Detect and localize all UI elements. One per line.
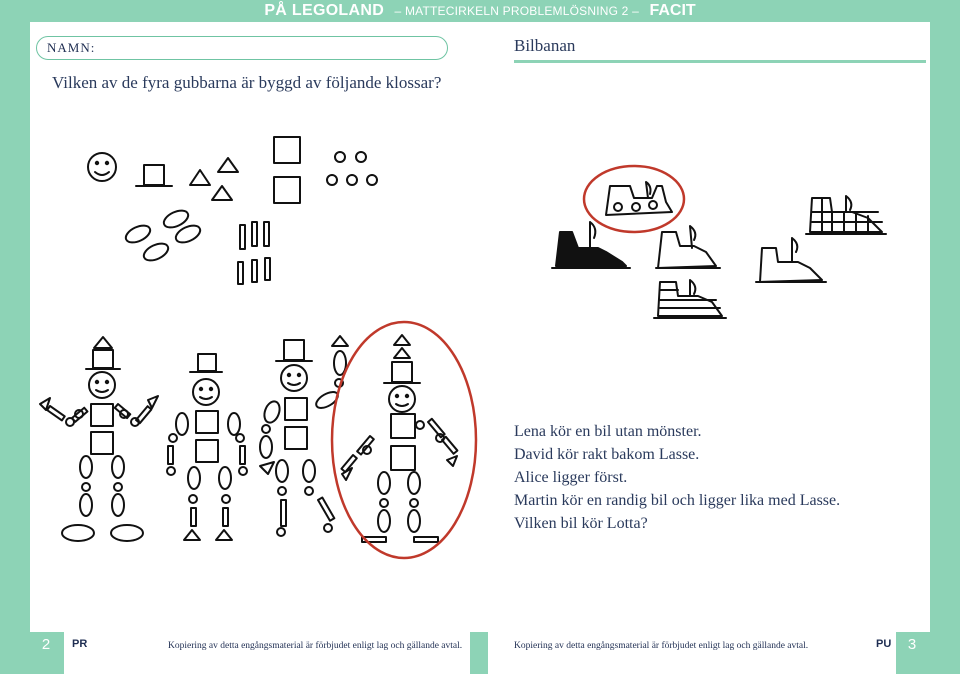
left-page-number: 2	[41, 636, 51, 653]
name-label: NAMN:	[47, 40, 96, 55]
left-page-tag: PR	[72, 638, 88, 650]
car-outline-middle	[656, 226, 720, 268]
parts-small-circles	[327, 152, 377, 185]
parts-hat	[136, 165, 172, 186]
right-page-tag: PU	[876, 638, 892, 650]
right-page-number: 3	[907, 636, 917, 653]
footer-gutter	[470, 632, 488, 674]
parts-ovals	[123, 207, 202, 264]
right-page-title: Bilbanan	[514, 36, 576, 55]
footer-left-edge	[0, 632, 30, 674]
left-question: Vilken av de fyra gubbarna är byggd av följande klossar?	[52, 73, 442, 92]
header-brand: PÅ LEGOLAND	[264, 2, 385, 19]
clue-1: Lena kör en bil utan mönster.	[514, 423, 702, 440]
header-facit: FACIT	[649, 2, 696, 19]
car-striped	[654, 280, 726, 318]
car-plain-top	[606, 182, 672, 215]
car-outline-right	[756, 238, 826, 282]
parts-squares	[274, 137, 300, 203]
clue-3: Alice ligger först.	[514, 469, 628, 486]
figure-2	[167, 354, 247, 540]
figure-3	[260, 336, 348, 536]
parts-smiley	[88, 153, 116, 181]
figure-1	[40, 337, 158, 541]
parts-sticks	[238, 222, 270, 284]
car-grid	[806, 196, 886, 234]
parts-triangles	[190, 158, 238, 200]
clue-4: Martin kör en randig bil och ligger lika med Lasse.	[514, 492, 841, 509]
clue-2: David kör rakt bakom Lasse.	[514, 446, 700, 463]
clue-5: Vilken bil kör Lotta?	[514, 515, 648, 532]
left-copyright: Kopiering av detta engångsmaterial är förbjudet enligt lag och gällande avtal.	[168, 641, 463, 651]
header-subtitle: – MATTECIRKELN PROBLEMLÖSNING 2 –	[394, 4, 639, 18]
figure-4	[341, 335, 457, 542]
right-copyright: Kopiering av detta engångsmaterial är förbjudet enligt lag och gällande avtal.	[514, 641, 809, 651]
car-black	[552, 222, 630, 268]
